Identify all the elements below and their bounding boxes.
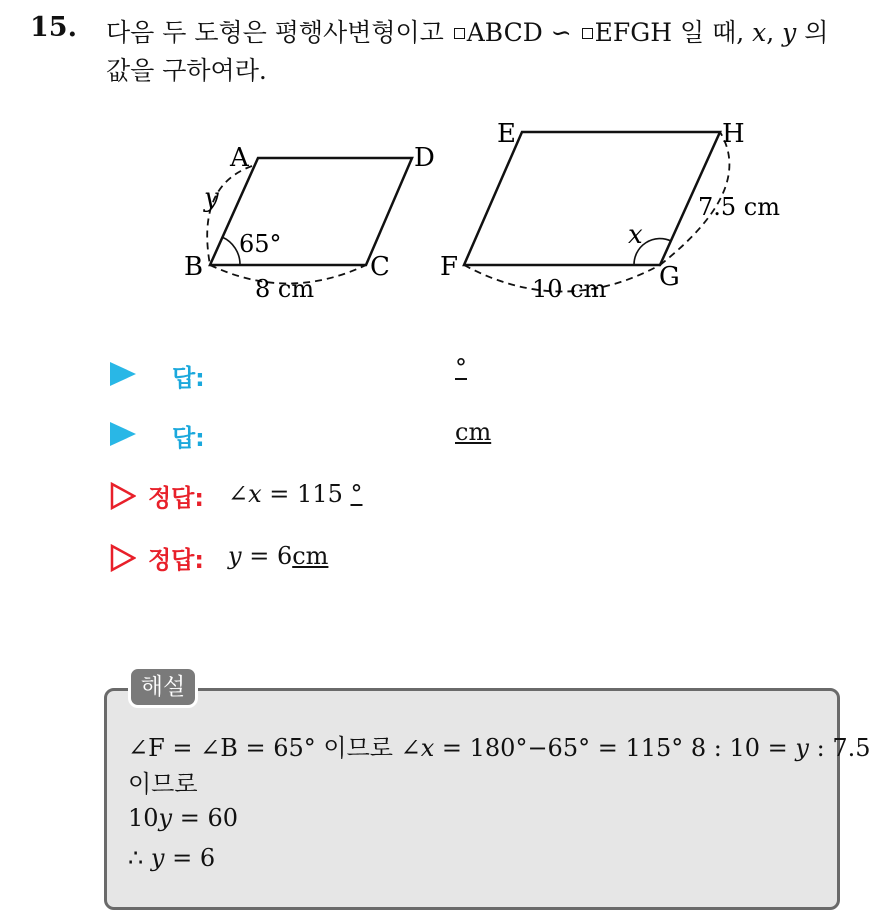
side-y-label: y	[204, 183, 219, 213]
solution-line-3	[128, 804, 238, 832]
answer-unit-degree: °	[455, 354, 467, 382]
correct-answer-row-2	[110, 544, 510, 578]
question-text-part3: 의	[804, 18, 829, 47]
label-f: F	[440, 252, 459, 282]
label-c: C	[370, 252, 390, 282]
correct-value: = 6	[249, 542, 293, 570]
solution-text: : 7.5	[816, 734, 871, 762]
correct-answer-row-1	[110, 482, 510, 516]
solution-text: ∠F = ∠B = 65° 이므로 ∠	[128, 734, 421, 762]
var-y: y	[795, 734, 809, 762]
solution-box	[104, 688, 840, 910]
label-h: H	[722, 119, 745, 149]
therefore-symbol: ∴	[128, 844, 144, 872]
outline-triangle-icon	[110, 544, 136, 572]
question-text-part2: 일 때,	[680, 18, 745, 47]
solution-text: = 180°−65° = 115° 8 : 10 =	[441, 734, 788, 762]
similar-symbol: ∽	[550, 18, 572, 47]
var-y: y	[158, 804, 173, 832]
correct-label: 정답:	[148, 484, 204, 512]
solution-text: 10	[128, 804, 159, 832]
base-bc-label: 8 cm	[255, 275, 315, 303]
solution-text: = 60	[179, 804, 239, 832]
outline-triangle-icon	[110, 482, 136, 510]
correct-unit-cm: cm	[292, 542, 329, 570]
parallelogram-abcd	[184, 143, 435, 303]
figures	[0, 0, 884, 320]
question-number: 15.	[30, 12, 77, 43]
answer-row-1	[110, 354, 510, 394]
solution-tag: 해설	[128, 666, 198, 708]
var-x: x	[248, 480, 262, 508]
label-e: E	[497, 119, 516, 149]
figure1-name: ABCD	[466, 18, 543, 47]
solution-line-4	[128, 844, 215, 872]
correct-unit-degree: °	[350, 480, 363, 508]
question-text-part1: 다음 두 도형은 평행사변형이고	[106, 18, 444, 47]
angle-symbol: ∠	[228, 480, 249, 508]
figure2-name: EFGH	[594, 18, 673, 47]
var-x: x	[420, 734, 435, 762]
parallelogram-efgh	[440, 119, 780, 303]
play-triangle-icon	[110, 362, 136, 386]
correct-expression-1	[228, 480, 362, 508]
solution-text: = 6	[172, 844, 216, 872]
side-gh-label: 7.5 cm	[698, 193, 780, 221]
base-fg-label: 10 cm	[532, 275, 607, 303]
answer-row-2	[110, 420, 510, 454]
label-g: G	[659, 262, 680, 292]
angle-b-arc	[222, 237, 240, 265]
answer-label: 답:	[172, 364, 205, 392]
angle-b-label: 65°	[239, 230, 282, 258]
var-y: y	[782, 18, 797, 47]
solution-line-1	[128, 728, 871, 763]
correct-value: = 115	[269, 480, 343, 508]
var-y: y	[228, 542, 242, 570]
comma: ,	[766, 18, 775, 47]
play-triangle-icon	[110, 422, 136, 446]
solution-line-2: 이므로	[128, 770, 198, 798]
correct-expression-2	[228, 542, 328, 570]
var-y: y	[150, 844, 165, 872]
label-d: D	[414, 143, 435, 173]
correct-label: 정답:	[148, 546, 204, 574]
question-text-line2: 값을 구하여라.	[106, 56, 267, 85]
parallelogram-efgh-shape	[464, 132, 720, 265]
answer-unit-cm: cm	[455, 418, 492, 446]
label-a: A	[230, 143, 249, 173]
answer-label: 답:	[172, 424, 205, 452]
label-b: B	[184, 252, 204, 282]
angle-x-label: x	[628, 220, 643, 250]
var-x: x	[752, 18, 767, 47]
